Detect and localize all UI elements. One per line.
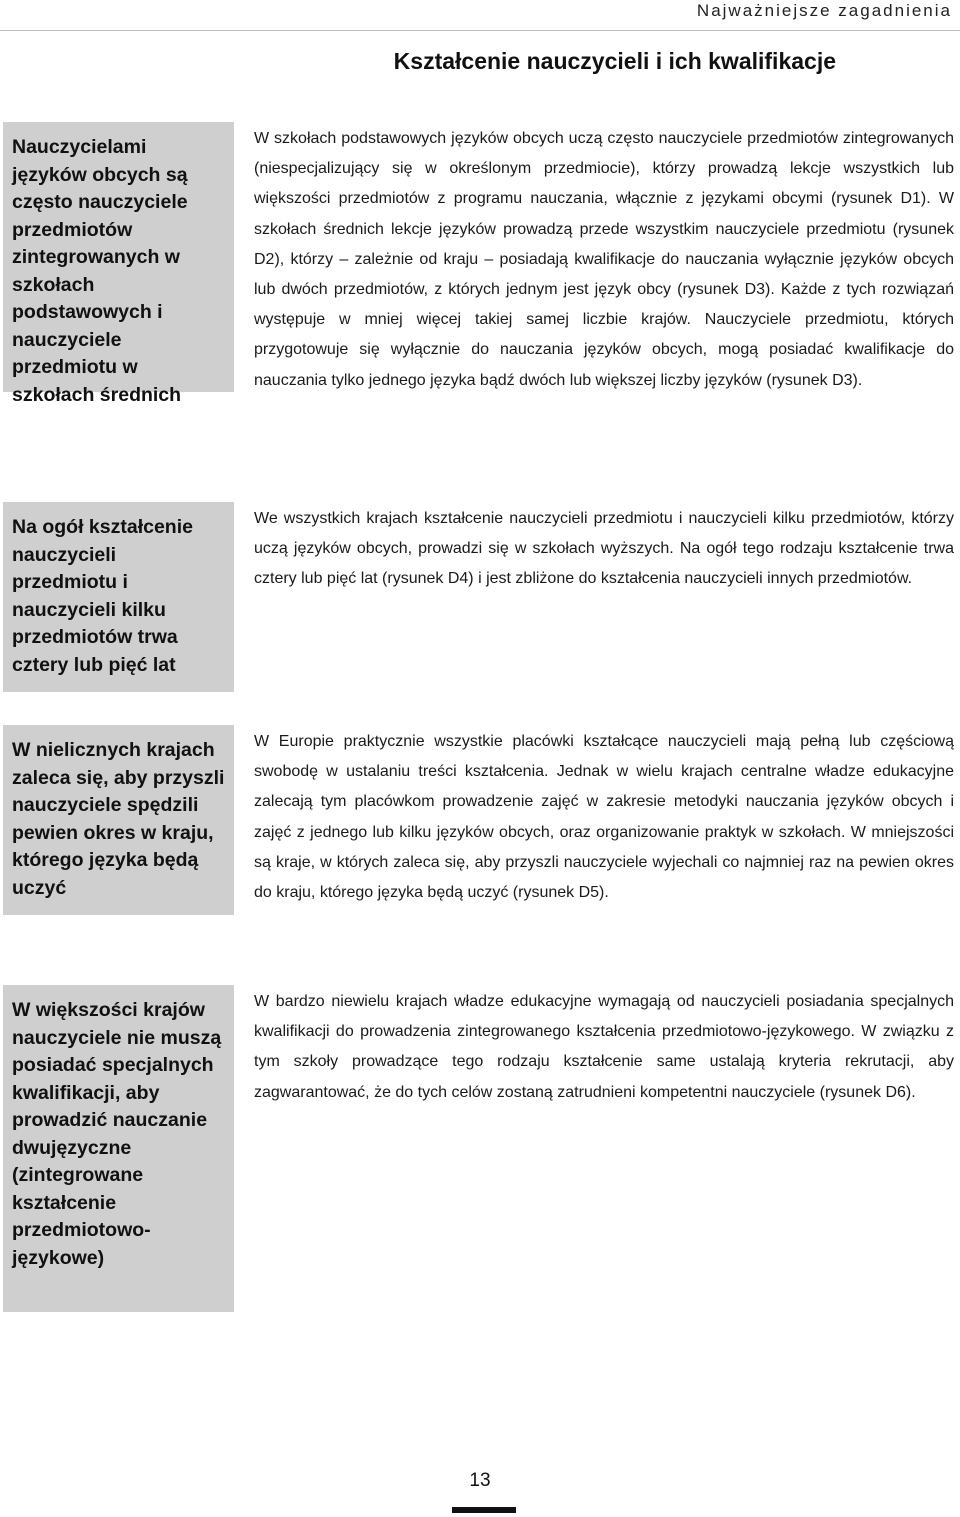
- header-divider: [0, 30, 960, 31]
- running-header: Najważniejsze zagadnienia: [696, 1, 952, 20]
- page-number: 13: [469, 1470, 491, 1491]
- sidebar-summary: W większości krajów nauczyciele nie muszą posiadać specjalnych kwalifikacji, aby prowadzić nauczanie dwujęzyczne (zintegrowane kształcenie przedmiotowo-językowe): [3, 985, 234, 1312]
- sidebar-summary: W nielicznych krajach zaleca się, aby przyszli nauczyciele spędzili pewien okres w kraju, którego języka będą uczyć: [3, 725, 234, 915]
- page-number-underline: [452, 1507, 516, 1513]
- page-title: Kształcenie nauczycieli i ich kwalifikacje: [393, 48, 836, 74]
- sidebar-summary: Na ogół kształcenie nauczycieli przedmiotu i nauczycieli kilku przedmiotów trwa cztery lub pięć lat: [3, 502, 234, 692]
- sidebar-summary: Nauczycielami języków obcych są często nauczyciele przedmiotów zintegrowanych w szkołach podstawowych i nauczyciele przedmiotu w szkołach średnich: [3, 122, 234, 392]
- section-body: W Europie praktycznie wszystkie placówki kształcące nauczycieli mają pełną lub częściową swobodę w ustalaniu treści kształcenia. Jednak w wielu krajach centralne władze edukacyjne zalecają tym placówkom prowadzenie zajęć w zakresie metodyki nauczania języków obcych i zajęć z jednego lub kilku języków obcych, oraz organizowanie praktyk w szkołach. W mniejszości są kraje, w których zaleca się, aby przyszli nauczyciele wyjechali co najmniej raz na pewien okres do kraju, którego języka będą uczyć (rysunek D5).: [254, 733, 954, 902]
- section-body: W bardzo niewielu krajach władze edukacyjne wymagają od nauczycieli posiadania specjalnych kwalifikacji do prowadzenia zintegrowanego kształcenia przedmiotowo-językowego. W związku z tym szkoły prowadzące tego rodzaju kształcenie same ustalają kryteria rekrutacji, aby zagwarantować, że do tych celów zostaną zatrudnieni kompetentni nauczyciele (rysunek D6).: [254, 993, 954, 1101]
- section-body: We wszystkich krajach kształcenie nauczycieli przedmiotu i nauczycieli kilku przedmiotów, którzy uczą języków obcych, prowadzi się w szkołach wyższych. Na ogół tego rodzaju kształcenie trwa cztery lub pięć lat (rysunek D4) i jest zbliżone do kształcenia nauczycieli innych przedmiotów.: [254, 510, 954, 588]
- section-body: W szkołach podstawowych języków obcych uczą często nauczyciele przedmiotów zintegrowanych (niespecjalizujący się w określonym przedmiocie), którzy prowadzą lekcje wszystkich lub większości przedmiotów z programu nauczania, włącznie z językami obcymi (rysunek D1). W szkołach średnich lekcje języków prowadzą przede wszystkim nauczyciele przedmiotu (rysunek D2), którzy – zależnie od kraju – posiadają kwalifikacje do nauczania wyłącznie języków obcych lub dwóch przedmiotów, z których jednym jest język obcy (rysunek D3). Każde z tych rozwiązań występuje w mniej więcej takiej samej liczbie krajów. Nauczyciele przedmiotu, których przygotowuje się wyłącznie do nauczania języków obcych, mogą posiadać kwalifikacje do nauczania tylko jednego języka bądź dwóch lub większej liczby języków (rysunek D3).: [254, 130, 954, 389]
